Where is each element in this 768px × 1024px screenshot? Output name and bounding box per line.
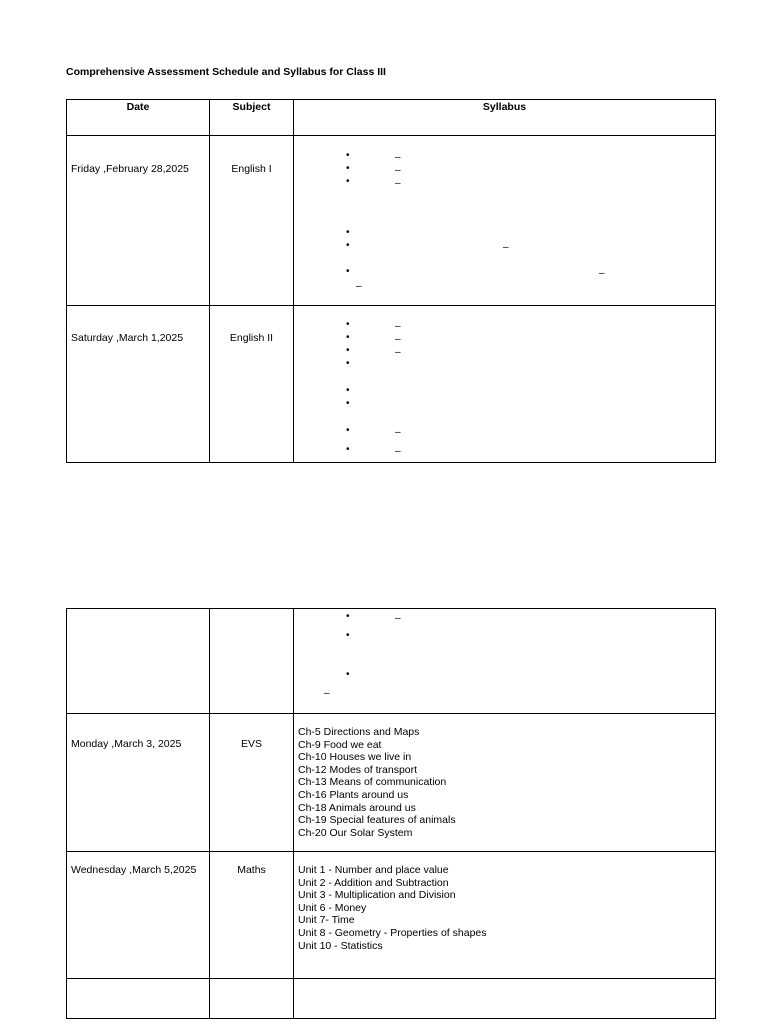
bullet-marker: •: [346, 345, 350, 356]
dash-marker: –: [395, 165, 401, 176]
syllabus-cell: [294, 306, 716, 463]
list-item: Ch-18 Animals around us: [298, 801, 416, 814]
bullet-marker: •: [346, 398, 350, 409]
schedule-table-continued: [66, 608, 716, 1019]
list-item: Ch-5 Directions and Maps: [298, 726, 420, 738]
dash-marker: –: [395, 347, 401, 358]
list-item: Ch-13 Means of communication: [298, 776, 447, 789]
syllabus-cell: [294, 979, 716, 1019]
table-row: [67, 852, 716, 979]
list-item: Ch-9 Food we eat: [298, 738, 382, 751]
subject-cell: [210, 979, 294, 1019]
bullet-marker: •: [346, 611, 350, 622]
list-item: Unit 1 - Number and place value: [298, 864, 449, 876]
list-item: Unit 6 - Money: [298, 901, 367, 914]
list-item: Unit 8 - Geometry - Properties of shapes: [298, 926, 487, 939]
schedule-table: [66, 99, 716, 463]
dash-marker: –: [324, 688, 330, 699]
bullet-marker: •: [346, 630, 350, 641]
list-item: Unit 10 - Statistics: [298, 939, 383, 952]
syllabus-cell: [294, 609, 716, 714]
subject-cell: Maths: [210, 852, 294, 979]
list-item: Ch-19 Special features of animals: [298, 814, 456, 827]
date-cell: [67, 979, 210, 1019]
list-item: Ch-10 Houses we live in: [298, 751, 412, 764]
date-cell: [67, 609, 210, 714]
table-row: [67, 136, 716, 306]
bullet-marker: •: [346, 240, 350, 251]
bullet-marker: •: [346, 669, 350, 680]
list-item: Ch-16 Plants around us: [298, 788, 409, 801]
bullet-marker: •: [346, 425, 350, 436]
dash-marker: –: [395, 334, 401, 345]
dash-marker: –: [503, 242, 509, 253]
syllabus-cell: [294, 714, 716, 852]
bullet-marker: •: [346, 176, 350, 187]
bullet-marker: •: [346, 150, 350, 161]
table-row: [67, 714, 716, 852]
subject-cell: English I: [210, 136, 294, 306]
date-cell: Wednesday ,March 5,2025: [67, 852, 210, 979]
header-syllabus: Syllabus: [294, 100, 716, 136]
bullet-marker: •: [346, 227, 350, 238]
dash-marker: –: [395, 178, 401, 189]
header-subject: Subject: [210, 100, 294, 136]
list-item: Ch-20 Our Solar System: [298, 826, 413, 839]
list-item: Unit 7- Time: [298, 914, 355, 927]
list-item: Unit 3 - Multiplication and Division: [298, 889, 456, 902]
subject-cell: English II: [210, 306, 294, 463]
date-cell: Friday ,February 28,2025: [67, 136, 210, 306]
bullet-marker: •: [346, 444, 350, 455]
date-cell: Saturday ,March 1,2025: [67, 306, 210, 463]
page-title: Comprehensive Assessment Schedule and Syllabus for Class III: [66, 66, 386, 78]
table-row: [67, 306, 716, 463]
date-cell: Monday ,March 3, 2025: [67, 714, 210, 852]
dash-marker: –: [395, 613, 401, 624]
subject-cell: EVS: [210, 714, 294, 852]
dash-marker: –: [395, 321, 401, 332]
bullet-marker: •: [346, 319, 350, 330]
header-date: Date: [67, 100, 210, 136]
subject-cell: [210, 609, 294, 714]
bullet-marker: •: [346, 163, 350, 174]
list-item: Unit 2 - Addition and Subtraction: [298, 876, 449, 889]
bullet-marker: •: [346, 332, 350, 343]
syllabus-cell: [294, 136, 716, 306]
dash-marker: –: [395, 446, 401, 457]
dash-marker: –: [599, 268, 605, 279]
table-row: [67, 979, 716, 1019]
syllabus-cell: [294, 852, 716, 979]
bullet-marker: •: [346, 358, 350, 369]
list-item: Ch-12 Modes of transport: [298, 763, 418, 776]
table-header-row: [67, 100, 716, 136]
bullet-marker: •: [346, 385, 350, 396]
dash-marker: –: [395, 152, 401, 163]
dash-marker: –: [356, 281, 362, 292]
bullet-marker: •: [346, 266, 350, 277]
dash-marker: –: [395, 427, 401, 438]
table-row: [67, 609, 716, 714]
